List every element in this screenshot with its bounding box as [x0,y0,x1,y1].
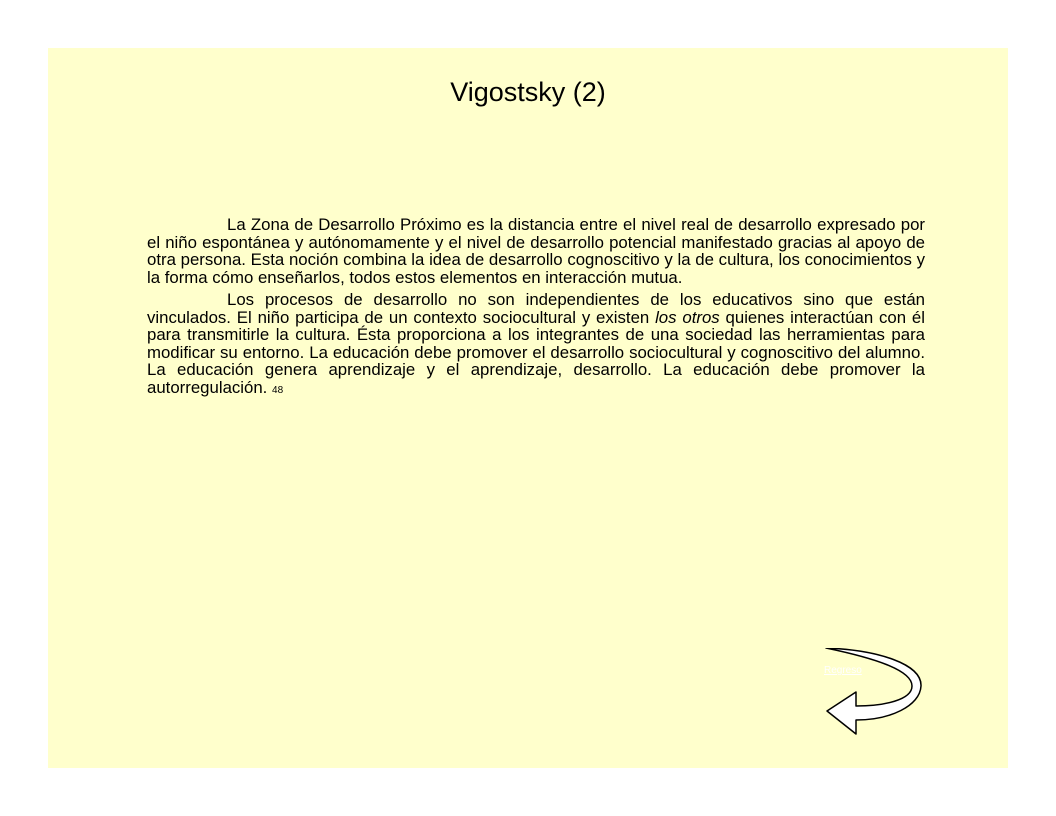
slide-body [147,216,925,399]
return-link[interactable]: Regreso [824,665,862,676]
paragraph-text-end: quienes interactúan con él para transmitirle la cultura. Ésta proporciona a los integrantes de una sociedad las herramientas para modificar su entorno. La educación debe promover el desarrollo sociocultural y cognoscitivo del alumno. La educación genera aprendizaje y el aprendizaje, desarrollo. La educación debe promover la autorregulación. [147,307,925,397]
curved-return-arrow-icon[interactable] [818,648,928,740]
return-arrow-shape[interactable] [826,648,921,734]
paragraph-procesos-desarrollo [147,291,925,399]
footnote-number: 48 [272,384,284,396]
slide-title: Vigostsky (2) [450,77,606,107]
paragraph-text-start: Los procesos de desarrollo no son independientes de los educativos sino que están vinculados. El niño participa de un contexto sociocultural y existen [147,290,925,327]
paragraph-emphasis: los otros [655,307,720,327]
paragraph-zona-desarrollo: La Zona de Desarrollo Próximo es la distancia entre el nivel real de desarrollo expresado por el niño espontánea y autónomamente y el nivel de desarrollo potencial manifestado gracias al apoyo de otra persona. Esta noción combina la idea de desarrollo cognoscitivo y la de cultura, los conocimientos y la forma cómo enseñarlos, todos estos elementos en interacción mutua. [147,215,925,287]
